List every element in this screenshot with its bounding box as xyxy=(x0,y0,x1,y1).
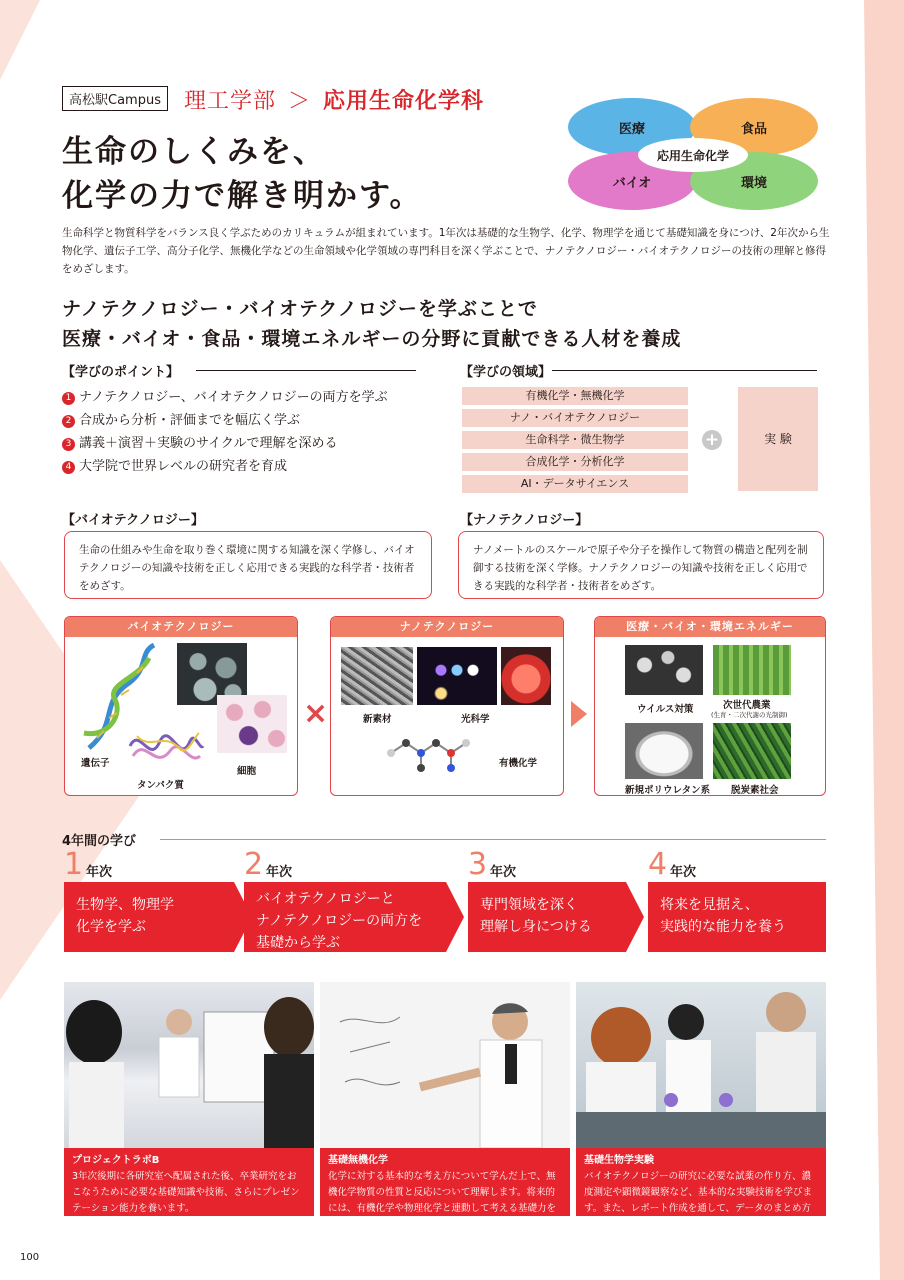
caption-decarbonization: 脱炭素社会 xyxy=(731,785,779,796)
caption-agriculture: 次世代農業 xyxy=(723,700,771,711)
faculty-name: 理工学部 xyxy=(184,89,277,114)
photo-caption xyxy=(576,1148,826,1230)
caption-virus: ウイルス対策 xyxy=(637,704,694,715)
caption-agriculture-sub: (生育・二次代謝の光制御) xyxy=(711,711,788,719)
photo-caption-title: 基礎無機化学 xyxy=(328,1155,388,1166)
caption-cell: 細胞 xyxy=(237,766,257,777)
divider xyxy=(160,839,826,840)
photo-caption xyxy=(320,1148,570,1230)
photo-biology-experiment xyxy=(576,982,826,1148)
year-arrow-icon xyxy=(446,882,464,952)
venn-diagram xyxy=(564,98,822,210)
page-title xyxy=(62,130,423,218)
nano-title: 【ナノテクノロジー】 xyxy=(460,513,589,528)
mission-line-1: ナノテクノロジー・バイオテクノロジーを学ぶことで xyxy=(62,298,538,320)
divider xyxy=(196,370,416,371)
years-title: 4年間の学び xyxy=(62,834,137,849)
venn-medical: 医療 xyxy=(568,98,696,156)
field-item: 有機化学・無機化学 xyxy=(462,387,688,405)
department-heading xyxy=(184,84,484,115)
nano-description: ナノメートルのスケールで原子や分子を操作して物質の構造と配列を制御する技術を深く学修。ナノテクノロジーの知識や技術を正しく応用できる実践的な科学者・技術者をめざす。 xyxy=(458,531,824,599)
plus-icon: + xyxy=(702,430,722,450)
year-number: 2 xyxy=(244,847,264,882)
point-text: 講義＋演習＋実験のサイクルで理解を深める xyxy=(79,436,338,451)
agriculture-photo xyxy=(713,645,791,695)
led-photo xyxy=(417,647,497,705)
photo-inorganic-chem xyxy=(320,982,570,1148)
photo-caption xyxy=(64,1148,314,1216)
year-description: 将来を見据え、 実践的な能力を養う xyxy=(648,882,826,952)
venn-environment: 環境 xyxy=(690,152,818,210)
year-label: 年次 xyxy=(86,865,113,880)
cell-photo xyxy=(217,695,287,753)
point-text: ナノテクノロジー、バイオテクノロジーの両方を学ぶ xyxy=(79,390,388,405)
cross-icon: × xyxy=(303,696,329,731)
page-title-line-2: 化学の力で解き明かす。 xyxy=(62,178,423,214)
caption-organic-chem: 有機化学 xyxy=(499,758,538,769)
mission-line-2: 医療・バイオ・食品・環境エネルギーの分野に貢献できる人材を養成 xyxy=(62,328,682,350)
caption-protein: タンパク質 xyxy=(137,780,184,791)
decarbonization-photo xyxy=(713,723,791,779)
year-description: バイオテクノロジーと ナノテクノロジーの両方を 基礎から学ぶ xyxy=(244,882,446,952)
campus-label: 高松駅Campus xyxy=(62,86,168,111)
mission-heading xyxy=(62,294,681,354)
point-item xyxy=(62,432,388,455)
lecture-scene xyxy=(320,982,570,1148)
experiment-box: 実 験 xyxy=(738,387,818,491)
field-item: ナノ・バイオテクノロジー xyxy=(462,409,688,427)
caption-gene: 遺伝子 xyxy=(81,758,110,769)
venn-center: 応用生命化学 xyxy=(638,138,748,172)
application-panel-header: 医療・バイオ・環境エネルギー xyxy=(595,617,825,637)
nano-panel-header: ナノテクノロジー xyxy=(331,617,563,637)
page-number: 100 xyxy=(20,1252,40,1263)
field-item: 生命科学・微生物学 xyxy=(462,431,688,449)
point-number-badge: 2 xyxy=(62,415,75,428)
application-panel xyxy=(594,616,826,796)
year-label: 年次 xyxy=(670,865,697,880)
department-name: 応用生命化学科 xyxy=(323,89,485,114)
bio-panel xyxy=(64,616,298,796)
year-number: 1 xyxy=(64,847,84,882)
intro-text: 生命科学と物質科学をバランス良く学ぶためのカリキュラムが組まれています。1年次は基礎的な生物学、化学、物理学を通じて基礎知識を身につけ、2年次から生物化学、遺伝子工学、高分子化学、無機化学などの生命領域や化学領域の専門科目を深く学ぶことで、ナノテクノロジー・バイオテクノロジーの技術の理解と修得をめざします。 xyxy=(62,227,830,275)
photo-caption-text: 化学に対する基本的な考え方について学んだ上で、無機化学物質の性質と反応について理解します。将来的には、有機化学や物理化学と連動して考える基礎力をつけます。 xyxy=(328,1171,557,1230)
point-text: 大学院で世界レベルの研究者を育成 xyxy=(79,459,288,474)
arrow-right-icon xyxy=(571,701,587,727)
point-number-badge: 1 xyxy=(62,392,75,405)
field-item: AI・データサイエンス xyxy=(462,475,688,493)
molecule-illustration xyxy=(381,723,491,781)
photo-caption-title: プロジェクトラボB xyxy=(72,1155,160,1166)
polyurethane-photo xyxy=(625,723,703,779)
nanofiber-photo xyxy=(341,647,413,705)
photo-caption-title: 基礎生物学実験 xyxy=(584,1155,654,1166)
year-description: 生物学、物理学 化学を学ぶ xyxy=(64,882,234,952)
year-number: 4 xyxy=(648,847,668,882)
venn-bio: バイオ xyxy=(568,152,696,210)
bio-panel-header: バイオテクノロジー xyxy=(65,617,297,637)
caption-polyurethane: 新規ポリウレタン系 xyxy=(625,785,711,796)
point-number-badge: 3 xyxy=(62,438,75,451)
divider xyxy=(552,370,817,371)
breadcrumb-arrow: ＞ xyxy=(288,89,312,114)
venn-food: 食品 xyxy=(690,98,818,156)
classroom-scene xyxy=(64,982,314,1148)
nano-panel xyxy=(330,616,564,796)
points-title: 【学びのポイント】 xyxy=(62,365,180,380)
lab-scene xyxy=(576,982,826,1148)
bio-description: 生命の仕組みや生命を取り巻く環境に関する知識を深く学修し、バイオテクノロジーの知識や技術を正しく応用できる実践的な科学者・技術者をめざす。 xyxy=(64,531,432,599)
virus-photo xyxy=(625,645,703,695)
year-label: 年次 xyxy=(490,865,517,880)
caption-new-material: 新素材 xyxy=(363,714,392,725)
year-description: 専門領域を深く 理解し身につける xyxy=(468,882,626,952)
caption-photonics: 光科学 xyxy=(461,714,490,725)
year-number: 3 xyxy=(468,847,488,882)
points-list xyxy=(62,386,388,478)
optical-photo xyxy=(501,647,551,705)
point-item xyxy=(62,386,388,409)
protein-illustration xyxy=(125,721,205,771)
bio-title: 【バイオテクノロジー】 xyxy=(62,513,204,528)
point-text: 合成から分析・評価までを幅広く学ぶ xyxy=(79,413,301,428)
fields-title: 【学びの領域】 xyxy=(460,365,552,380)
page-title-line-1: 生命のしくみを、 xyxy=(62,134,326,170)
photo-caption-text: バイオテクノロジーの研究に必要な試薬の作り方、濃度測定や顕微鏡観察など、基本的な実験技術を学びます。また、レポート作成を通して、データのまとめ方を学びます。 xyxy=(584,1171,813,1230)
year-arrow-icon xyxy=(626,882,644,952)
photo-project-lab xyxy=(64,982,314,1148)
photo-caption-text: 3年次後期に各研究室へ配属された後、卒業研究をおこなうために必要な基礎知識や技術、さらにプレゼンテーション能力を養います。 xyxy=(72,1171,300,1214)
year-label: 年次 xyxy=(266,865,293,880)
point-item xyxy=(62,409,388,432)
point-number-badge: 4 xyxy=(62,461,75,474)
point-item xyxy=(62,455,388,478)
field-item: 合成化学・分析化学 xyxy=(462,453,688,471)
